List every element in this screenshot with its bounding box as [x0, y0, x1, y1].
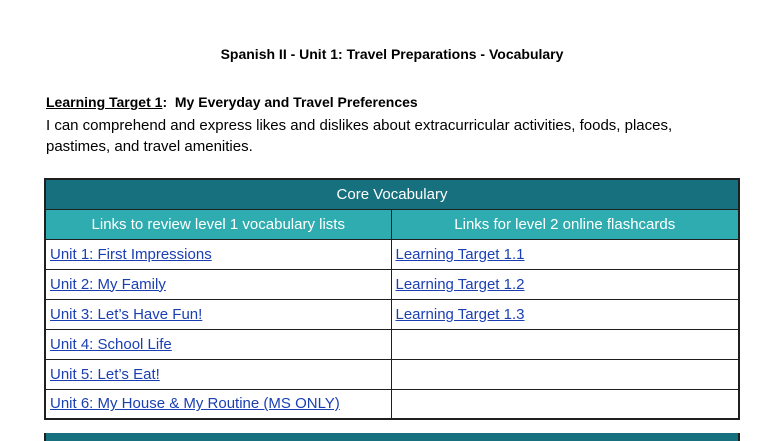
level1-cell — [45, 389, 391, 419]
table-row — [45, 299, 739, 329]
learning-target-heading — [46, 94, 418, 110]
level2-cell — [391, 239, 739, 269]
core-vocabulary-table — [44, 178, 740, 420]
level2-cell — [391, 299, 739, 329]
learning-target-description: I can comprehend and express likes and dislikes about extracurricular activities, foods, places, pastimes, and travel amenities. — [46, 117, 673, 155]
table-row — [45, 329, 739, 359]
level2-cell-empty — [391, 389, 739, 419]
table-row — [45, 359, 739, 389]
unit-5-link[interactable]: Unit 5: Let’s Eat! — [50, 365, 160, 383]
core-vocabulary-header: Core Vocabulary — [45, 179, 739, 209]
level2-cell — [391, 269, 739, 299]
learning-target-1-3-link[interactable]: Learning Target 1.3 — [395, 305, 525, 323]
table-title-row — [45, 179, 739, 209]
unit-3-link[interactable]: Unit 3: Let’s Have Fun! — [50, 305, 203, 323]
level2-cell-empty — [391, 359, 739, 389]
level1-cell — [45, 239, 391, 269]
table-footer-band — [44, 433, 740, 441]
learning-target-1-2-link[interactable]: Learning Target 1.2 — [395, 275, 525, 293]
level1-cell — [45, 269, 391, 299]
unit-1-link[interactable]: Unit 1: First Impressions — [50, 245, 212, 263]
level1-cell — [45, 359, 391, 389]
table-row — [45, 269, 739, 299]
level1-cell — [45, 299, 391, 329]
unit-4-link[interactable]: Unit 4: School Life — [50, 335, 172, 353]
learning-target-1-1-link[interactable]: Learning Target 1.1 — [395, 245, 525, 263]
learning-target-colon: : — [162, 94, 168, 110]
learning-target-label: Learning Target 1 — [46, 94, 163, 110]
level1-column-header: Links to review level 1 vocabulary lists — [45, 209, 391, 239]
unit-2-link[interactable]: Unit 2: My Family — [50, 275, 166, 293]
level1-cell — [45, 329, 391, 359]
table-row — [45, 389, 739, 419]
table-column-header-row — [45, 209, 739, 239]
learning-target-name: My Everyday and Travel Preferences — [174, 94, 418, 110]
level2-cell-empty — [391, 329, 739, 359]
unit-6-link[interactable]: Unit 6: My House & My Routine (MS ONLY) — [50, 395, 340, 413]
document-title: Spanish II - Unit 1: Travel Preparations - Vocabulary — [220, 46, 564, 62]
table-row — [45, 239, 739, 269]
level2-column-header: Links for level 2 online flashcards — [391, 209, 739, 239]
